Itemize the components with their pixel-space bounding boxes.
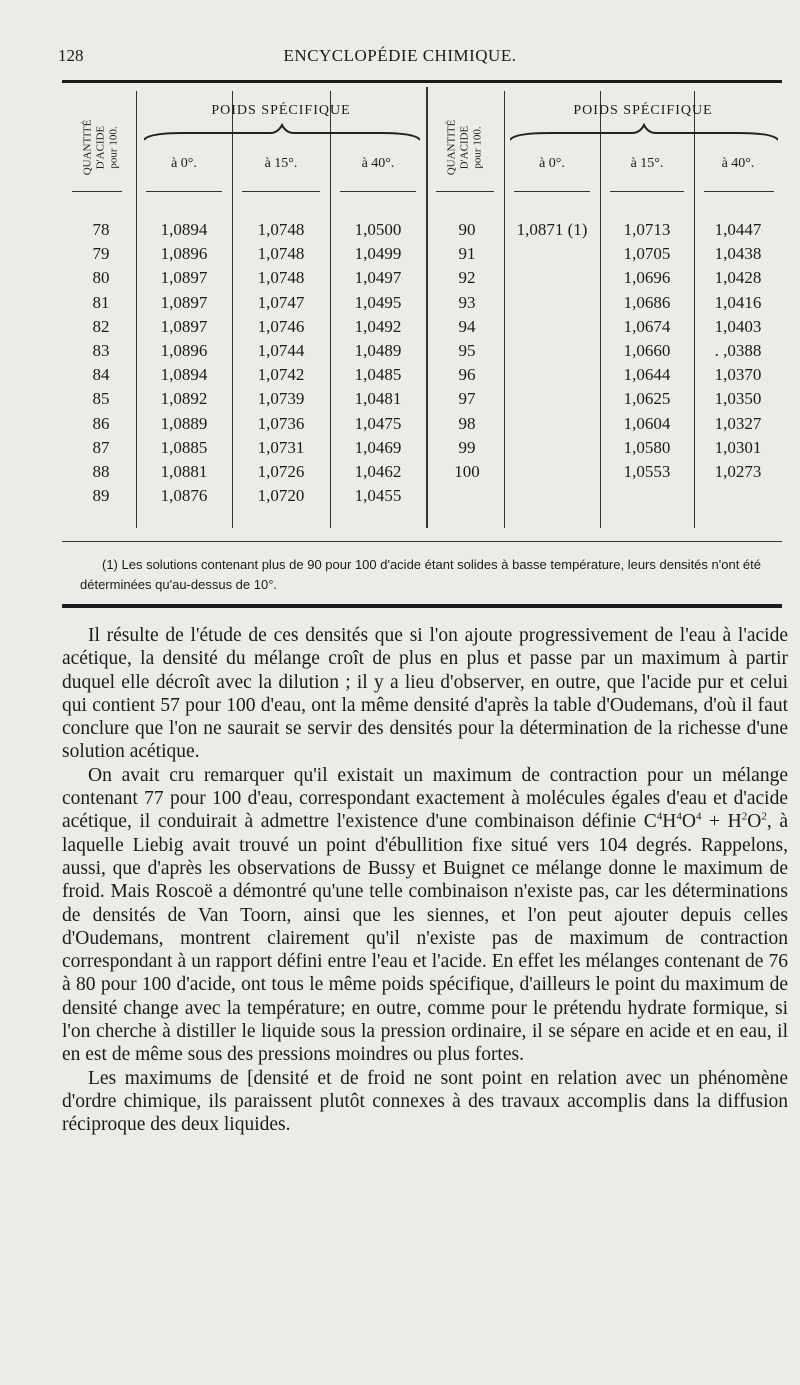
right-quantity-cell: 100 [454,462,480,481]
right-density-15-cell: 1,0660 [623,341,671,360]
left-quantity-cell: 88 [92,462,110,481]
temp-15-right: à 15°. [630,156,664,171]
table-row [62,462,782,486]
left-quantity-cell: 89 [92,486,110,506]
temp-0-right: à 0°. [539,156,565,171]
left-density-40-cell: 1,0485 [354,365,402,385]
left-quantity-cell: 81 [92,292,110,312]
table-row [62,341,782,365]
left-density-0-cell: 1,0876 [160,486,208,506]
temp-40-right: à 40°. [721,156,755,171]
right-density-40-cell: 1,0447 [714,220,762,239]
body-text [62,624,788,1137]
right-quantity-cell: 90 [458,220,476,239]
quantity-column-header [66,93,136,201]
table-row [62,317,782,341]
left-quantity-cell: 79 [92,244,110,264]
right-density-0-cell: 1,0871 (1) [516,220,588,239]
paragraph-2-start: On avait cru remarquer qu'il existait un maximum de contraction pour un mélange contenant 77 pour 100 d'eau, correspondant exactement à molécules égales d'eau et d'acide acétique, il conduirait à admettre l'existence d'une combinaison définie [62,764,788,833]
right-density-15-cell: 1,0713 [623,220,671,239]
left-density-15-cell: 1,0720 [257,486,305,506]
header-line-3: pour 100. [471,125,484,169]
left-density-40-cell: 1,0499 [354,244,402,264]
left-density-0-cell: 1,0896 [160,244,208,264]
right-density-15-cell: 1,0674 [623,316,671,336]
right-density-15-cell: 1,0580 [623,437,671,457]
paragraph-1: Il résulte de l'étude de ces densités que si l'on ajoute progressivement de l'eau à l'acide acétique, la densité du mélange croît de plus en plus et passe par un maximum à partir duquel elle décroît avec la dilution ; il y a lieu d'observer, en outre, que l'acide pur et celui qui contient 57 pour 100 d'eau, ont la même densité d'après la table d'Oudemans, d'où il faut conclure que l'on ne saurait se servir des densités pour la détermination de la richesse d'une solution acétique. [62,625,788,763]
left-density-15-cell: 1,0748 [257,268,305,288]
left-density-0-cell: 1,0889 [160,413,208,433]
right-density-15-cell: 1,0604 [623,413,671,433]
left-quantity-cell: 78 [92,220,110,239]
left-density-0-cell: 1,0892 [160,389,208,409]
left-density-0-cell: 1,0894 [160,365,208,385]
right-density-15-cell: 1,0686 [623,292,671,312]
right-density-40-cell: 1,0438 [714,244,762,264]
temp-15-left: à 15°. [264,156,298,171]
table-row [62,414,782,438]
table-row [62,220,782,244]
header-line-3: pour 100. [107,125,120,169]
left-density-0-cell: 1,0897 [160,316,208,336]
left-density-15-cell: 1,0739 [257,389,305,409]
left-density-15-cell: 1,0748 [257,220,305,239]
header-line-1: QUANTITÉ [445,119,458,175]
right-quantity-cell: 93 [458,292,476,312]
left-quantity-cell: 83 [92,341,110,360]
chemical-formula: $C^4H^4O^4 + H^2O^2$ [643,810,767,833]
left-density-15-cell: 1,0736 [257,413,305,433]
right-density-15-cell: 1,0625 [623,389,671,409]
table-row [62,244,782,268]
right-quantity-cell: 96 [458,365,476,385]
left-density-40-cell: 1,0497 [354,268,402,288]
left-density-0-cell: 1,0885 [160,437,208,457]
left-quantity-cell: 86 [92,413,110,433]
left-density-15-cell: 1,0744 [257,341,305,360]
left-density-0-cell: 1,0896 [160,341,208,360]
left-density-40-cell: 1,0475 [354,413,402,433]
table-row [62,268,782,292]
left-density-15-cell: 1,0748 [257,244,305,264]
left-density-40-cell: 1,0500 [354,220,402,239]
running-title: ENCYCLOPÉDIE CHIMIQUE. [283,46,517,65]
table-row [62,365,782,389]
right-density-15-cell: 1,0644 [623,365,671,385]
temp-40-left: à 40°. [361,156,395,171]
left-quantity-cell: 82 [92,316,110,336]
right-density-40-cell: 1,0416 [714,292,762,312]
right-density-40-cell: 1,0428 [714,268,762,288]
right-density-40-cell: . ,0388 [714,341,762,360]
left-density-15-cell: 1,0731 [257,437,305,457]
brace-right [510,123,778,143]
table-footnote: (1) Les solutions contenant plus de 90 pour 100 d'acide étant solides à basse température, leurs densités n'ont été déterminées qu'au-dessus de 10°. [80,557,761,592]
group-title-left: POIDS SPÉCIFIQUE [211,103,351,118]
left-density-40-cell: 1,0469 [354,437,402,457]
table-row [62,438,782,462]
left-density-40-cell: 1,0462 [354,462,402,481]
right-quantity-cell: 92 [458,268,476,288]
brace-left [144,123,420,143]
right-quantity-cell: 91 [458,244,476,264]
header-line-1: QUANTITÉ [81,119,94,175]
right-density-40-cell: 1,0350 [714,389,762,409]
left-density-0-cell: 1,0897 [160,292,208,312]
left-density-40-cell: 1,0481 [354,389,402,409]
right-density-40-cell: 1,0301 [714,437,762,457]
right-density-40-cell: 1,0370 [714,365,762,385]
right-density-15-cell: 1,0705 [623,244,671,264]
table-row [62,486,782,510]
table-row [62,389,782,413]
paragraph-2 [62,764,788,1067]
left-quantity-cell: 87 [92,437,110,457]
right-density-40-cell: 1,0327 [714,413,762,433]
right-quantity-cell: 99 [458,437,476,457]
paragraph-2-end: , à laquelle Liebig avait trouvé un point d'ébullition fixe situé vers 104 degrés. Rappelons, aussi, que d'après les observations de Bussy et Buignet ce mélange donne le maximum de froid. Mais Roscoë a démontré qu'une telle combinaison n'existe pas, car les déterminations de densités de Van Toorn, ainsi que les siennes, et l'on peut ajouter depuis celles d'Oudemans, montrent clairement qu'il n'existe pas de maximum de contraction correspondant à un rapport défini entre l'eau et l'acide. En effet les mélanges contenant de 76 à 80 pour 100 d'acide, ont tous le même poids spécifique, d'ailleurs le point du maximum de densité change avec la température; en outre, comme pour le prétendu hydrate formique, si l'on cherche à distiller le liquide sous la pression ordinaire, il se sépare en acide et en eau, il en est de même sous des pressions moindres ou plus fortes. [62,811,788,1066]
left-density-40-cell: 1,0492 [354,316,402,336]
left-density-15-cell: 1,0726 [257,462,305,481]
paragraph-3: Les maximums de [densité et de froid ne sont point en relation avec un phénomène d'ordre chimique, ils paraissent plutôt connexes à des travaux accomplis dans la diffusion réciproque des deux liquides. [62,1067,788,1136]
quantity-column-header-right [430,93,500,201]
left-quantity-cell: 84 [92,365,110,385]
left-quantity-cell: 80 [92,268,110,288]
temp-0-left: à 0°. [171,156,197,171]
right-density-15-cell: 1,0553 [623,462,671,481]
left-density-15-cell: 1,0746 [257,316,305,336]
left-density-40-cell: 1,0489 [354,341,402,360]
left-density-40-cell: 1,0495 [354,292,402,312]
right-quantity-cell: 94 [458,316,476,336]
density-table [62,80,782,608]
table-row [62,293,782,317]
right-quantity-cell: 97 [458,389,476,409]
right-quantity-cell: 98 [458,413,476,433]
left-density-40-cell: 1,0455 [354,486,402,506]
header-line-2: D'ACIDE [458,125,471,169]
page-number: 128 [58,46,84,65]
left-density-15-cell: 1,0747 [257,292,305,312]
right-density-40-cell: 1,0403 [714,316,762,336]
right-quantity-cell: 95 [458,341,476,360]
left-density-15-cell: 1,0742 [257,365,305,385]
right-density-40-cell: 1,0273 [714,462,762,481]
left-density-0-cell: 1,0897 [160,268,208,288]
group-title-right: POIDS SPÉCIFIQUE [573,103,713,118]
left-quantity-cell: 85 [92,389,110,409]
header-line-2: D'ACIDE [94,125,107,169]
right-density-15-cell: 1,0696 [623,268,671,288]
left-density-0-cell: 1,0894 [160,220,208,239]
left-density-0-cell: 1,0881 [160,462,208,481]
